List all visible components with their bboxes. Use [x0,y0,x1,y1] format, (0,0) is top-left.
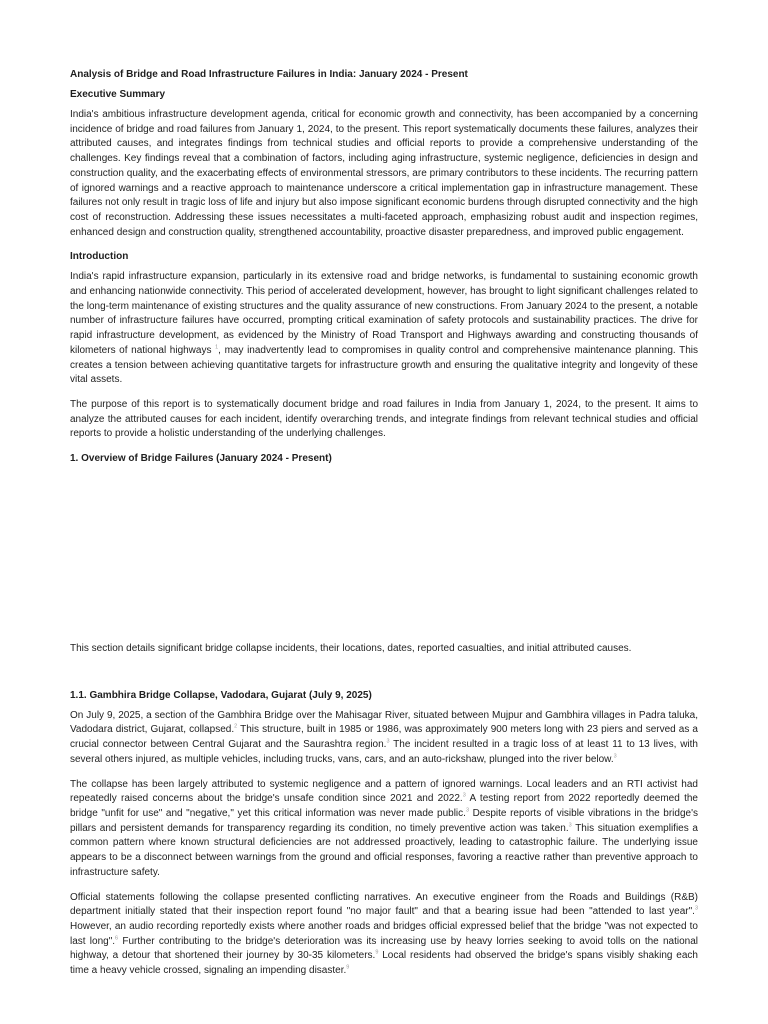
section-1-intro: This section details significant bridge collapse incidents, their locations, dates, reported casualties, and initial attributed causes. [70,643,632,655]
section-1-1-paragraph-2 [70,778,698,881]
citation-ref[interactable]: 3 [568,822,572,829]
citation-ref[interactable]: 9 [346,964,350,971]
introduction-heading: Introduction [70,251,129,263]
intro-p1-text-b: , may inadvertently lead to compromises in quality control and comprehensive maintenance planning. This creates a tension between achieving quantitative targets for infrastructure growth and ensuring the qualitative integrity and longevity of these vital assets. [70,344,699,386]
intro-p1-text-a: India's rapid infrastructure expansion, particularly in its extensive road and bridge networks, is fundamental to sustaining economic growth and enhancing nationwide connectivity. This period of accelerated development, however, has brought to light significant challenges related to the long-term maintenance of existing structures and the quality assurance of new constructions. From January 2024 to the present, a notable number of infrastructure failures have occurred, prompting critical examination of safety protocols and sustainability practices. The drive for rapid infrastructure development, as evidenced by the Ministry of Road Transport and Highways awarding and constructing thousands of kilometers of national highways [70,271,698,356]
document-title: Analysis of Bridge and Road Infrastructure Failures in India: January 2024 - Present [70,69,468,80]
citation-ref[interactable]: 6 [115,935,119,942]
section-1-1-paragraph-3 [70,891,698,979]
s11-p2-d: This situation exemplifies a common pattern where known structural deficiencies are not addressed proactively, leading to catastrophic failure. The underlying issue appears to be a disconnect between warnings from the ground and official responses, favoring a reactive rather than preventive approach to infrastructure safety. [70,822,698,878]
s11-p2-c: Despite reports of visible vibrations in the bridge's pillars and persistent demands for transparency regarding its condition, no timely preventive action was taken. [70,807,698,834]
section-1-1-heading: 1.1. Gambhira Bridge Collapse, Vadodara, Gujarat (July 9, 2025) [70,689,372,701]
citation-ref[interactable]: 1 [215,344,219,351]
citation-ref[interactable]: 3 [386,738,390,745]
citation-ref[interactable]: 9 [375,949,379,956]
s11-p2-a: The collapse has been largely attributed to systemic negligence and a pattern of ignored warnings. Local leaders and an RTI activist had repeatedly raised concerns about the bridge's unsafe condition since 2021 and 2022. [70,778,698,805]
section-1-1-paragraph-1 [70,709,698,768]
citation-ref[interactable]: 3 [465,807,469,814]
introduction-paragraph-1 [70,270,698,388]
citation-ref[interactable]: 3 [613,753,617,760]
s11-p3-c: Further contributing to the bridge's deterioration was its increasing use by heavy lorries seeking to avoid tolls on the national highway, a detour that shortened their journey by 30-35 kilometers. [70,935,699,962]
s11-p3-d: Local residents had observed the bridge's spans visibly shaking each time a heavy vehicle crossed, signaling an impending disaster. [70,950,698,977]
executive-summary-heading: Executive Summary [70,89,166,100]
citation-ref[interactable]: 2 [234,724,238,731]
s11-p3-b: However, an audio recording reportedly exists where another roads and bridges official expressed belief that the bridge "was not expected to last long". [70,920,698,947]
executive-summary-paragraph: India's ambitious infrastructure development agenda, critical for economic growth and connectivity, has been accompanied by a concerning incidence of bridge and road failures from January 1, 2024, to the present. This report systematically documents these failures, analyzes their attributed causes, and integrates findings from technical studies and official reports to provide a comprehensive understanding of the challenges. Key findings reveal that a combination of factors, including aging infrastructure, systemic negligence, deficiencies in design and construction quality, and the exacerbating effects of environmental stressors, are primary contributors to these incidents. The recurring pattern of ignored warnings and a reactive approach to maintenance underscore a critical implementation gap in infrastructure management. These failures not only result in tragic loss of life and injury but also impose significant economic burdens through disrupted connectivity and the high cost of reconstruction. Addressing these issues necessitates a multi-faceted approach, emphasizing robust audit and inspection regimes, enhanced design and construction quality, strengthened accountability, proactive disaster preparedness, and improved public engagement. [70,109,698,238]
section-1-heading: 1. Overview of Bridge Failures (January 2024 - Present) [70,453,332,465]
document-page [70,68,698,989]
s11-p3-a: Official statements following the collapse presented conflicting narratives. An executive engineer from the Roads and Buildings (R&B) department initially stated that their inspection report found "no major fault" and that a bearing issue had been "attended to last year". [70,891,698,918]
introduction-paragraph-2: The purpose of this report is to systematically document bridge and road failures in India from January 1, 2024, to the present. It aims to analyze the attributed causes for each incident, identify overarching trends, and integrate findings from relevant technical studies and official reports to provide a holistic understanding of the underlying challenges. [70,398,698,440]
s11-p2-b: A testing report from 2022 reportedly deemed the bridge "unfit for use" and "negative," yet this critical information was never made public. [70,793,698,819]
s11-p1-b: This structure, built in 1985 or 1986, was approximately 900 meters long with 23 piers and served as a crucial connector between Central Gujarat and the Saurashtra region. [70,724,698,751]
citation-ref[interactable]: 3 [462,792,466,799]
blank-space [70,472,698,642]
citation-ref[interactable]: 3 [694,905,698,912]
s11-p1-c: The incident resulted in a tragic loss of at least 11 to 13 lives, with several others injured, as multiple vehicles, including trucks, vans, cars, and an auto-rickshaw, plunged into the river below. [70,739,698,765]
s11-p1-a: On July 9, 2025, a section of the Gambhira Bridge over the Mahisagar River, situated between Mujpur and Gambhira villages in Padra taluka, Vadodara district, Gujarat, collapsed. [70,709,698,736]
